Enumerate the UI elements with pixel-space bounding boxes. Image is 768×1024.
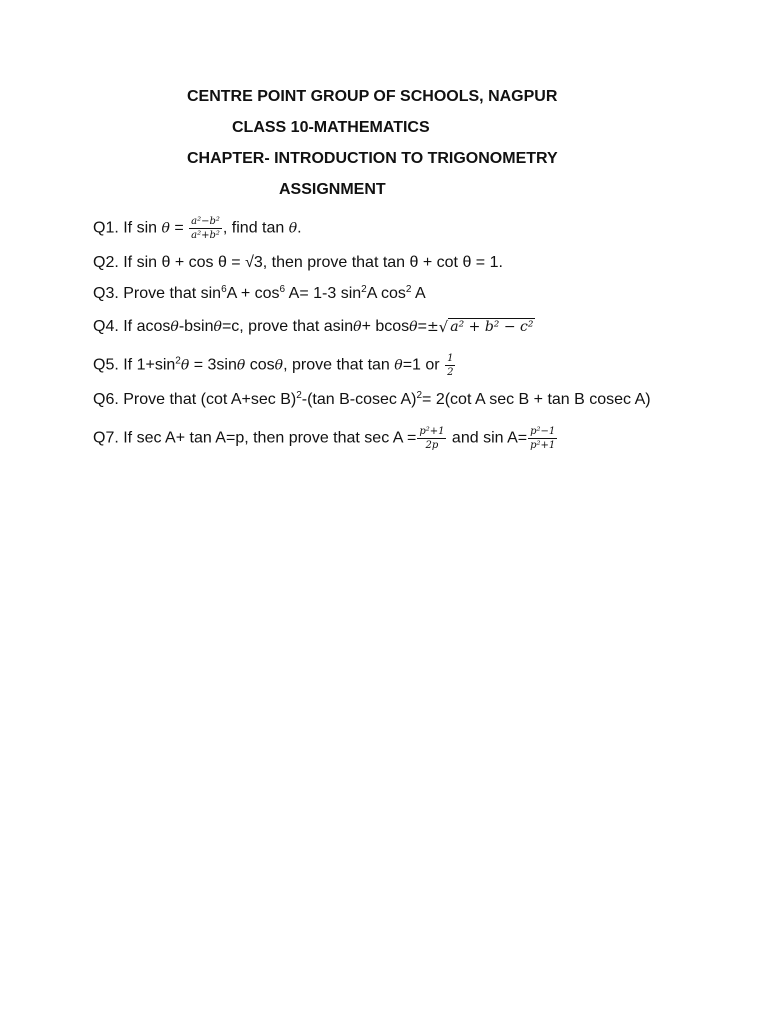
- q5-text-b: = 3sin: [189, 356, 237, 374]
- q1-frac-denominator: a²+b²: [191, 230, 220, 241]
- q1-frac-numerator: a²−b²: [191, 216, 220, 227]
- q5-text-e: =1 or: [402, 356, 445, 374]
- q5-text-c: cos: [245, 356, 275, 374]
- q4-text-a: Q4. If acos: [93, 318, 171, 335]
- q3-text-d: A cos: [366, 285, 406, 302]
- q1-after: , find tan: [222, 219, 289, 237]
- question-7: [93, 426, 558, 451]
- q7-fraction-1: [417, 426, 446, 451]
- q4-text-c: =c, prove that asin: [221, 318, 354, 335]
- question-5: [93, 353, 456, 378]
- q7-frac2-numerator: p²−1: [530, 426, 556, 437]
- q7-fraction-2: [528, 426, 557, 451]
- q6-text-c: = 2(cot A sec B + tan B cosec A): [422, 391, 651, 408]
- q5-text-d: , prove that tan: [283, 356, 395, 374]
- q3-text-b: A + cos: [226, 285, 280, 302]
- q6-text-b: -(tan B-cosec A): [301, 391, 417, 408]
- question-3: [93, 284, 426, 304]
- q7-frac1-numerator: p²+1: [419, 426, 445, 437]
- q4-theta-2: θ: [213, 319, 222, 335]
- q6-text-a: Q6. Prove that (cot A+sec B): [93, 391, 297, 408]
- q4-theta-3: θ: [353, 319, 362, 335]
- q4-text-b: -bsin: [178, 318, 214, 335]
- q5-fraction: [445, 353, 455, 378]
- q1-end: .: [297, 219, 302, 237]
- q4-text-d: + bcos: [361, 318, 410, 335]
- q5-theta-3: θ: [274, 357, 284, 374]
- q3-exp-4: 2: [405, 284, 412, 295]
- q5-exp-1: 2: [175, 355, 181, 367]
- q3-exp-2: 6: [279, 284, 286, 295]
- q3-exp-3: 2: [361, 284, 367, 295]
- q1-label: Q1. If sin: [93, 219, 162, 237]
- question-1: [93, 216, 302, 241]
- q7-frac1-denominator: 2p: [425, 440, 439, 451]
- question-2: Q2. If sin θ + cos θ = √3, then prove that tan θ + cot θ = 1.: [93, 254, 503, 271]
- assignment-heading: ASSIGNMENT: [279, 181, 386, 198]
- q1-eq: =: [169, 219, 189, 237]
- q4-radicand: a² + b² − c²: [450, 319, 534, 335]
- q4-text-e: =: [417, 318, 427, 335]
- q1-theta-2: θ: [288, 220, 298, 237]
- chapter-title: CHAPTER- INTRODUCTION TO TRIGONOMETRY: [187, 150, 558, 167]
- question-4: [93, 317, 535, 337]
- q4-sqrt-sign: √: [438, 318, 449, 336]
- q4-plus-minus: ±: [426, 319, 439, 335]
- question-6: [93, 390, 651, 410]
- q5-text-a: Q5. If 1+sin: [93, 356, 176, 374]
- q5-theta-4: θ: [394, 357, 403, 374]
- q4-theta-1: θ: [170, 319, 179, 335]
- q5-theta-2: θ: [236, 357, 246, 374]
- q1-theta: θ: [161, 220, 170, 237]
- q7-text-a: Q7. If sec A+ tan A=p, then prove that sec A =: [93, 429, 417, 447]
- q4-theta-4: θ: [409, 319, 418, 335]
- q7-text-b: and sin A=: [447, 429, 528, 447]
- q3-text-c: A= 1-3 sin: [285, 285, 362, 302]
- q5-frac-denominator: 2: [447, 367, 454, 378]
- school-name: CENTRE POINT GROUP OF SCHOOLS, NAGPUR: [187, 88, 558, 105]
- q3-text-e: A: [411, 285, 426, 302]
- q5-theta-1: θ: [180, 357, 190, 374]
- q3-text-a: Q3. Prove that sin: [93, 285, 222, 302]
- class-subject: CLASS 10-MATHEMATICS: [232, 119, 430, 136]
- q5-frac-numerator: 1: [447, 353, 454, 364]
- q7-frac2-denominator: p²+1: [530, 440, 556, 451]
- q6-exp-1: 2: [296, 390, 302, 401]
- q1-fraction: [189, 216, 222, 241]
- q3-exp-1: 6: [221, 284, 227, 295]
- q6-exp-2: 2: [416, 390, 423, 401]
